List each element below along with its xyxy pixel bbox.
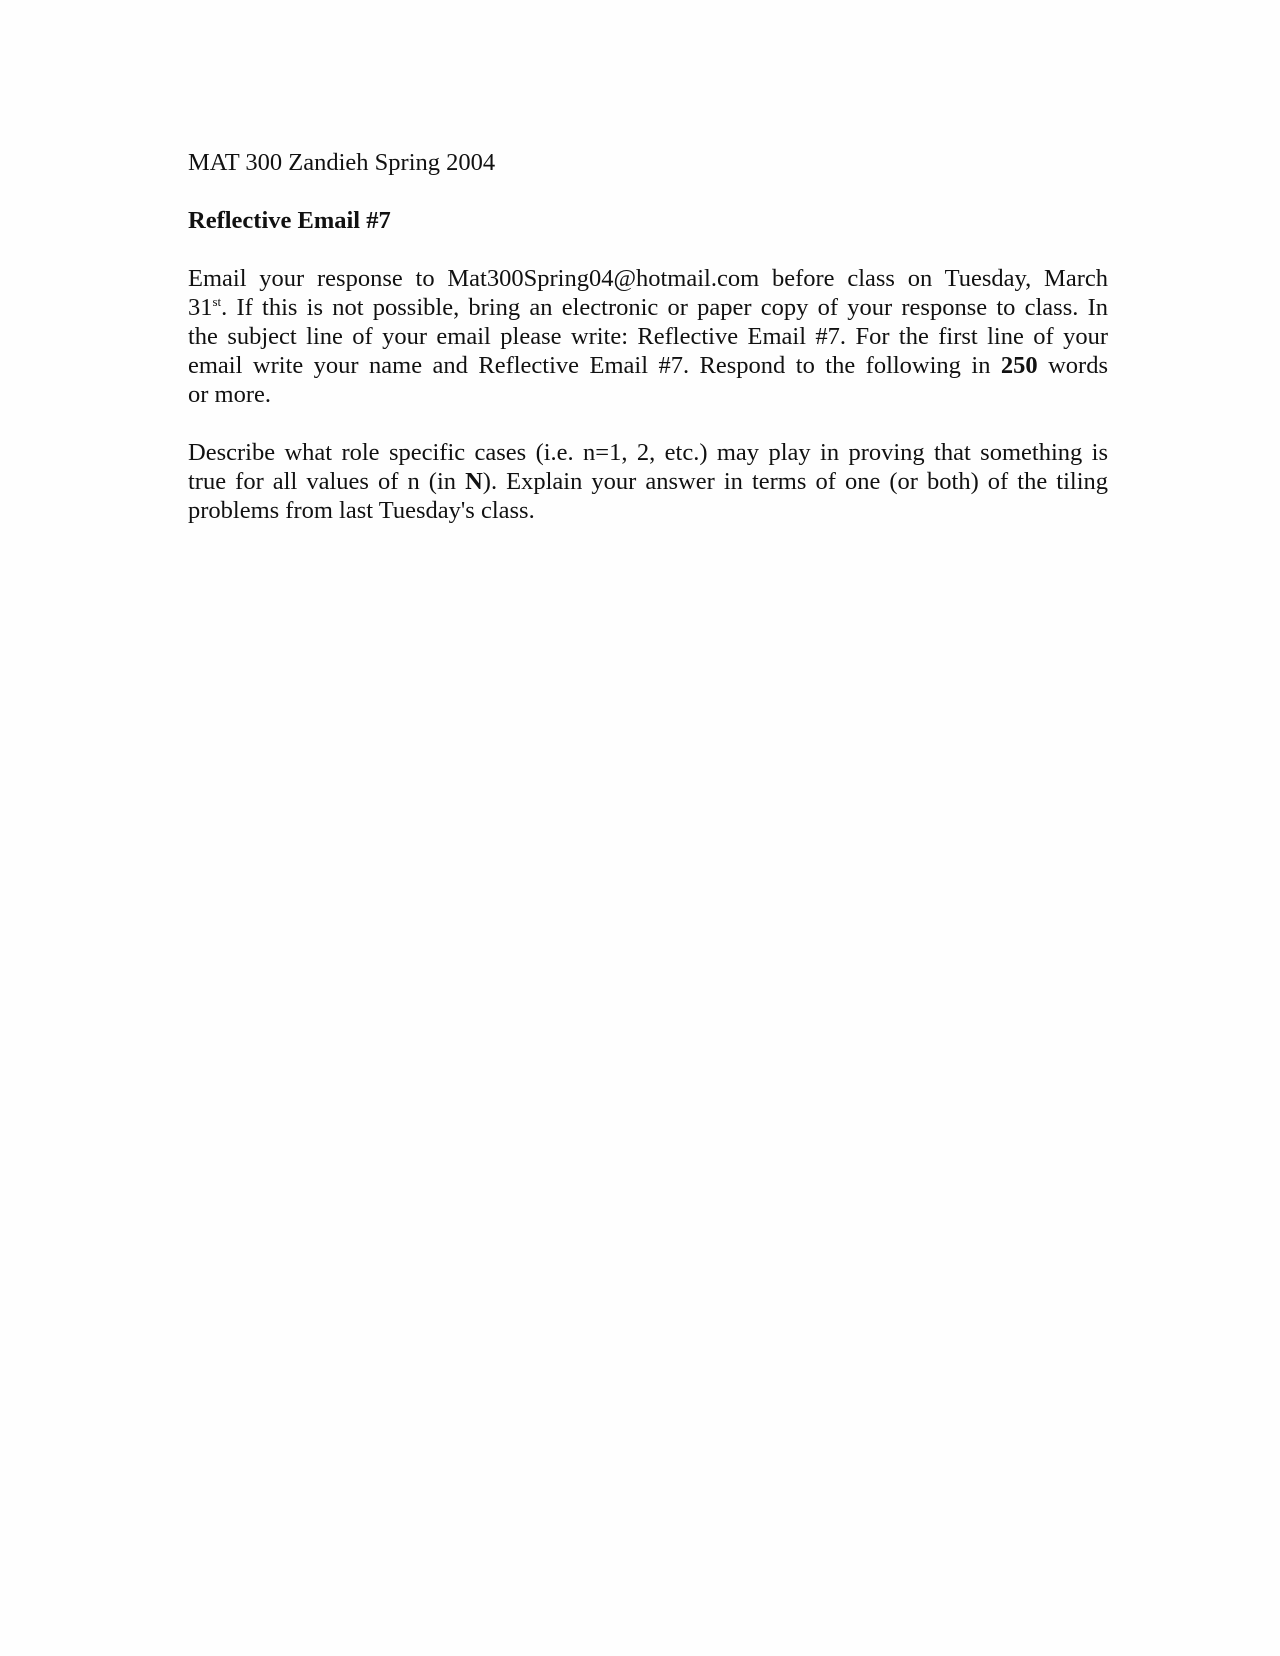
paragraph-text: email write your name and Reflective Email #7. Respond to the following in	[188, 352, 1001, 379]
instructions-paragraph	[188, 264, 1108, 409]
document-content	[188, 148, 1108, 554]
paragraph-line: Describe what role specific cases (i.e. n=1, 2, etc.) may play in proving that something is	[188, 439, 1108, 466]
paragraph-line: Email your response to Mat300Spring04@hotmail.com before class on Tuesday, March	[188, 265, 1108, 292]
paragraph-line: problems from last Tuesday's class.	[188, 497, 535, 524]
paragraph-text: true for all values of n (in	[188, 468, 466, 495]
paragraph-line: or more.	[188, 381, 271, 408]
natural-numbers-symbol: N	[465, 468, 483, 495]
document-title: Reflective Email #7	[188, 207, 391, 234]
paragraph-line	[188, 467, 1108, 496]
paragraph-text: . If this is not possible, bring an electronic or paper copy of your response to class. In	[221, 294, 1108, 321]
paragraph-text: words	[1037, 352, 1108, 379]
course-header: MAT 300 Zandieh Spring 2004	[188, 149, 496, 176]
paragraph-text: ). Explain your answer in terms of one (or both) of the tiling	[482, 468, 1109, 495]
paragraph-line: the subject line of your email please write: Reflective Email #7. For the first line of your	[188, 323, 1108, 350]
prompt-paragraph	[188, 438, 1108, 525]
date-suffix: st	[212, 294, 222, 309]
word-count: 250	[1000, 352, 1038, 379]
paragraph-line	[188, 351, 1108, 380]
paragraph-line	[188, 293, 1108, 322]
date-number: 31	[188, 294, 213, 321]
